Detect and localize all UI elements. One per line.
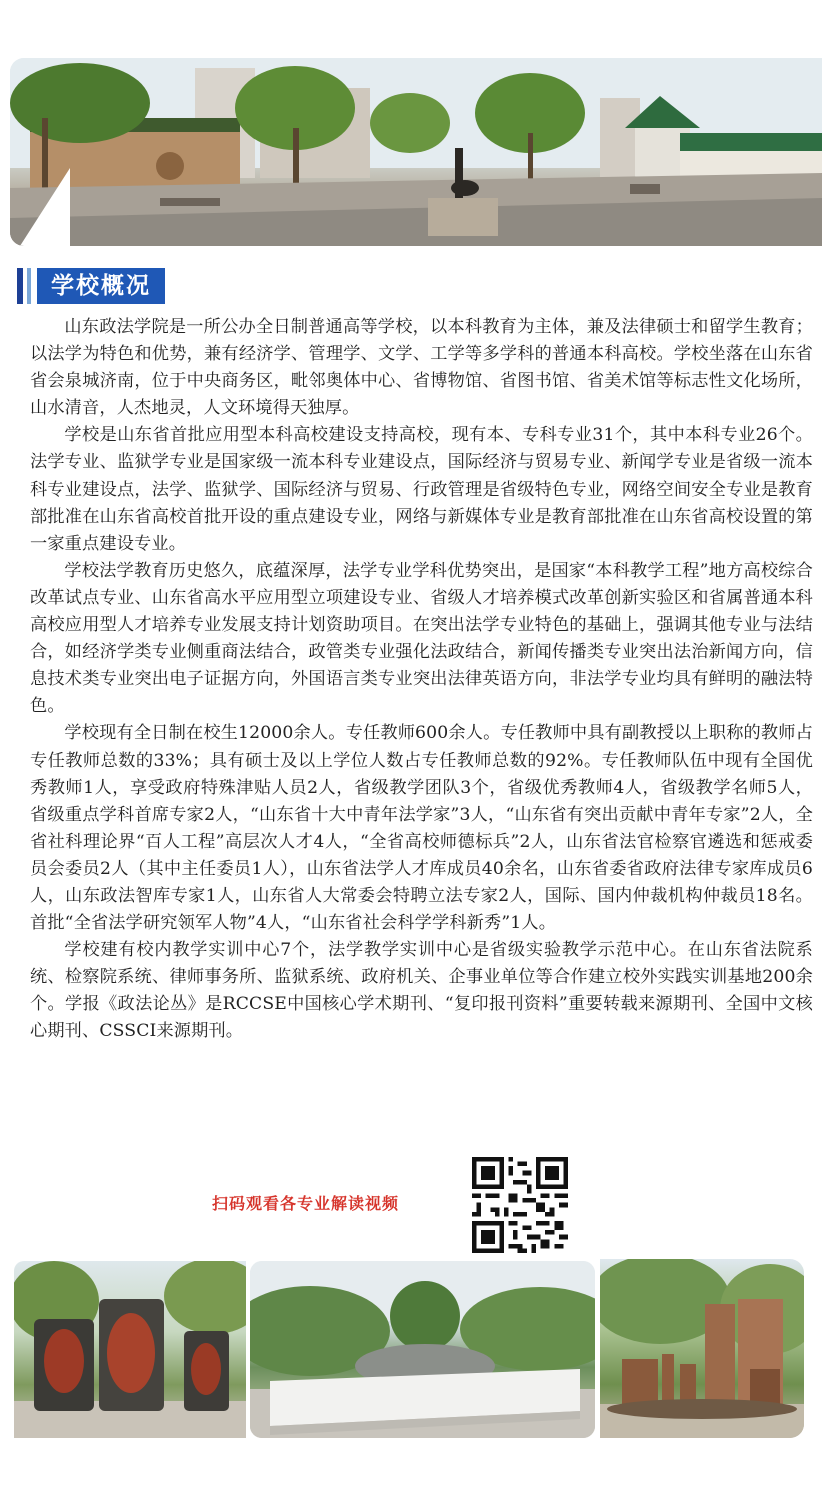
paragraph-law-education: 学校法学教育历史悠久，底蕴深厚，法学专业学科优势突出，是国家“本科教学工程”地方高校综合改革试点专业、山东省高水平应用型立项建设专业、省级人才培养模式改革创新实验区和省属普通本科高校应用型人才培养专业发展支持计划资助项目。在突出法学专业特色的基础上，强调其他专业与法结合，如经济学类专业侧重商法结合，政管类专业强化法政结合，新闻传播类专业突出法治新闻方向，信息技术类专业突出电子证据方向，外国语言类专业突出法律英语方向，非法学专业均具有鲜明的融法特色。 [30,560,813,717]
paragraph-intro: 山东政法学院是一所公办全日制普通高等学校，以本科教育为主体，兼及法律硕士和留学生教育；以法学为特色和优势，兼有经济学、管理学、文学、工学等多学科的普通本科高校。学校坐落在山东省省会泉城济南，位于中央商务区，毗邻奥体中心、省博物馆、省图书馆、省美术馆等标志性文化场所，山水清音，人杰地灵，人文环境得天独厚。 [30,317,813,419]
law-sculpture-scene [600,1259,804,1438]
heading-accent-bar [27,268,31,304]
paragraph-training-centers: 学校建有校内教学实训中心7个，法学教学实训中心是省级实验教学示范中心。在山东省法院系统、检察院系统、律师事务所、监狱系统、政府机关、企事业单位等合作建立校外实践实训基地200余个。学报《政法论丛》是RCCSE中国核心学术期刊、“复印报刊资料”重要转载来源期刊、全国中文核心期刊、CSSCI来源期刊。 [30,940,813,1042]
civil-code-plaza-photo [250,1261,595,1438]
campus-scene [10,58,822,246]
heading-accent-bar [17,268,23,304]
stone-tablets-scene [14,1261,246,1438]
plaza-scene [250,1261,595,1438]
stone-tablets-photo [14,1261,246,1438]
qr-prompt-label: 扫码观看各专业解读视频 [212,1194,400,1213]
paragraph-majors: 学校是山东省首批应用型本科高校建设支持高校，现有本、专科专业31个，其中本科专业26个。法学专业、监狱学专业是国家级一流本科专业建设点，国际经济与贸易专业、新闻学专业是省级一流本科专业建设点，法学、监狱学、国际经济与贸易、行政管理是省级特色专业，网络空间安全专业是教育部批准在山东省高校首批开设的重点建设专业，网络与新媒体专业是教育部批准在山东省高校设置的第一家重点建设专业。 [30,425,813,554]
overview-text [30,314,813,1046]
banner-corner-cut [10,58,70,246]
section-title: 学校概况 [37,268,165,304]
qr-code[interactable] [472,1157,568,1253]
section-heading [17,268,165,304]
law-sculpture-photo [600,1259,804,1438]
paragraph-faculty: 学校现有全日制在校生12000余人。专任教师600余人。专任教师中具有副教授以上职称的教师占专任教师总数的33%；具有硕士及以上学位人数占专任教师总数的92%。专任教师队伍中现有全国优秀教师1人，享受政府特殊津贴人员2人，省级教学团队3个，省级优秀教师4人，省级教学名师5人，省级重点学科首席专家2人，“山东省十大中青年法学家”3人，“山东省有突出贡献中青年专家”2人，全省社科理论界“百人工程”高层次人才4人，“全省高校师德标兵”2人，山东省法官检察官遴选和惩戒委员会委员2人（其中主任委员1人），山东省法学人才库成员40余名，山东省委省政府法律专家库成员6人，山东政法智库专家1人，山东省人大常委会特聘立法专家2人，国际、国内仲裁机构仲裁员18名。首批“全省法学研究领军人物”4人，“山东省社会科学学科新秀”1人。 [30,723,813,934]
campus-banner-photo [10,58,822,246]
